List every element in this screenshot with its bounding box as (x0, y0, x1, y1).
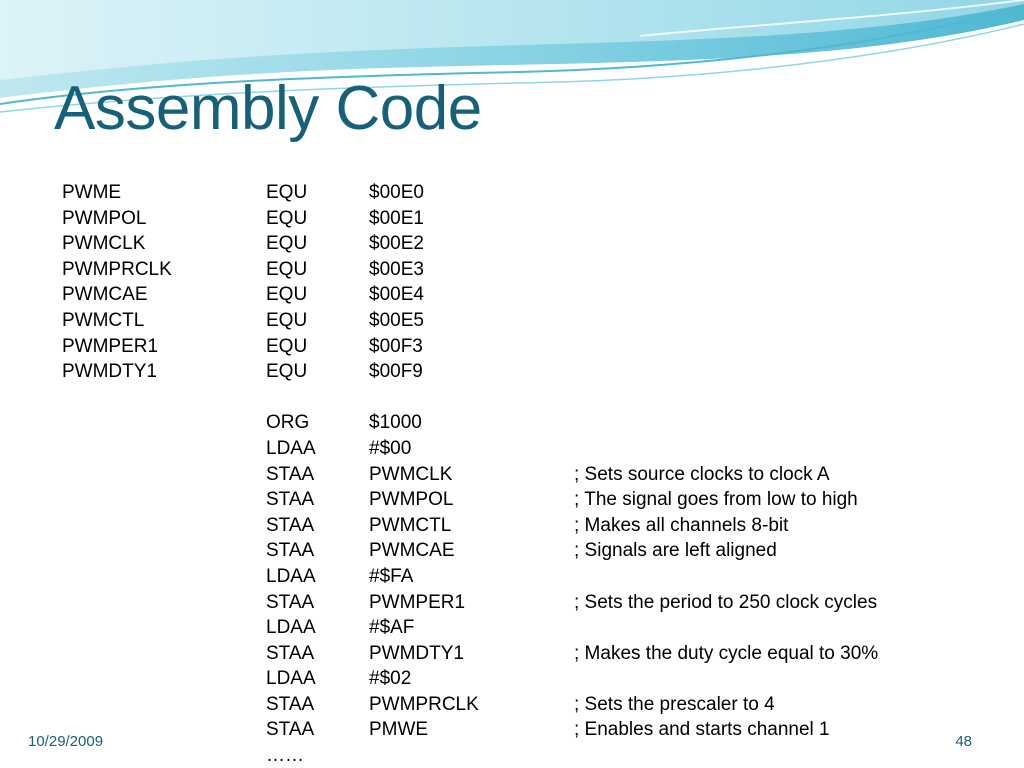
code-line (62, 666, 962, 692)
code-comment: ; Enables and starts channel 1 (574, 719, 830, 741)
code-operand: PMWE (369, 719, 429, 741)
code-opcode: …… (266, 745, 304, 767)
code-operand: PWMPOL (369, 489, 454, 511)
footer-page-number: 48 (955, 733, 972, 750)
code-opcode: STAA (266, 591, 315, 613)
code-operand: $1000 (369, 412, 422, 434)
code-operand: #$FA (369, 565, 414, 587)
code-label: PWMDTY1 (62, 361, 157, 383)
code-line (62, 487, 962, 513)
code-opcode: STAA (266, 463, 315, 485)
code-line (62, 462, 962, 488)
code-comment: ; Signals are left aligned (574, 540, 777, 562)
code-operand: $00F9 (369, 361, 423, 383)
code-line (62, 206, 962, 232)
code-opcode: LDAA (266, 617, 316, 639)
code-operand: $00E3 (369, 258, 424, 280)
code-listing (62, 180, 962, 768)
code-opcode: EQU (266, 258, 308, 280)
code-label: PWMPOL (62, 207, 147, 229)
code-line (62, 615, 962, 641)
code-line (62, 334, 962, 360)
code-line (62, 385, 962, 411)
code-operand: PWMCLK (369, 463, 453, 485)
code-opcode: STAA (266, 693, 315, 715)
code-line (62, 282, 962, 308)
slide-title: Assembly Code (54, 74, 482, 143)
code-operand: #$02 (369, 668, 412, 690)
code-operand: PWMCAE (369, 540, 455, 562)
code-label: PWMPRCLK (62, 258, 172, 280)
code-operand: $00E4 (369, 284, 424, 306)
code-line (62, 436, 962, 462)
footer-date: 10/29/2009 (28, 733, 104, 750)
code-line (62, 564, 962, 590)
code-operand: $00E2 (369, 233, 424, 255)
code-opcode: LDAA (266, 565, 316, 587)
code-opcode: STAA (266, 489, 315, 511)
code-comment: ; The signal goes from low to high (574, 489, 858, 511)
code-opcode: LDAA (266, 437, 316, 459)
code-opcode: EQU (266, 233, 308, 255)
code-label: PWME (62, 182, 122, 203)
code-opcode: ORG (266, 412, 310, 434)
code-operand: #$00 (369, 437, 412, 459)
code-opcode: EQU (266, 335, 308, 357)
code-line (62, 308, 962, 334)
code-line (62, 692, 962, 718)
code-operand: $00F3 (369, 335, 423, 357)
code-line (62, 231, 962, 257)
code-operand: PWMPER1 (369, 591, 466, 613)
code-comment: ; Sets source clocks to clock A (574, 463, 830, 485)
code-line (62, 717, 962, 743)
code-comment: ; Makes the duty cycle equal to 30% (574, 642, 879, 664)
code-line (62, 538, 962, 564)
code-operand: #$AF (369, 617, 415, 639)
code-line (62, 410, 962, 436)
code-comment: ; Sets the prescaler to 4 (574, 693, 775, 715)
code-operand: $00E1 (369, 207, 424, 229)
code-line (62, 743, 962, 768)
code-operand: $00E0 (369, 182, 424, 203)
code-opcode: EQU (266, 284, 308, 306)
code-opcode: EQU (266, 207, 308, 229)
code-label: PWMCLK (62, 233, 146, 255)
code-opcode: EQU (266, 309, 308, 331)
code-line (62, 257, 962, 283)
code-operand: PWMCTL (369, 514, 452, 536)
code-comment: ; Sets the period to 250 clock cycles (574, 591, 878, 613)
code-line (62, 180, 962, 206)
code-line (62, 359, 962, 385)
code-label: PWMCAE (62, 284, 148, 306)
code-label: PWMCTL (62, 309, 145, 331)
code-operand: PWMDTY1 (369, 642, 464, 664)
code-opcode: STAA (266, 540, 315, 562)
code-line (62, 513, 962, 539)
code-line (62, 641, 962, 667)
code-line (62, 590, 962, 616)
code-comment: ; Makes all channels 8-bit (574, 514, 789, 536)
code-opcode: STAA (266, 719, 315, 741)
code-operand: PWMPRCLK (369, 693, 479, 715)
code-opcode: EQU (266, 182, 308, 203)
code-opcode: LDAA (266, 668, 316, 690)
code-label: PWMPER1 (62, 335, 159, 357)
code-operand: $00E5 (369, 309, 424, 331)
code-opcode: STAA (266, 642, 315, 664)
code-opcode: EQU (266, 361, 308, 383)
code-opcode: STAA (266, 514, 315, 536)
